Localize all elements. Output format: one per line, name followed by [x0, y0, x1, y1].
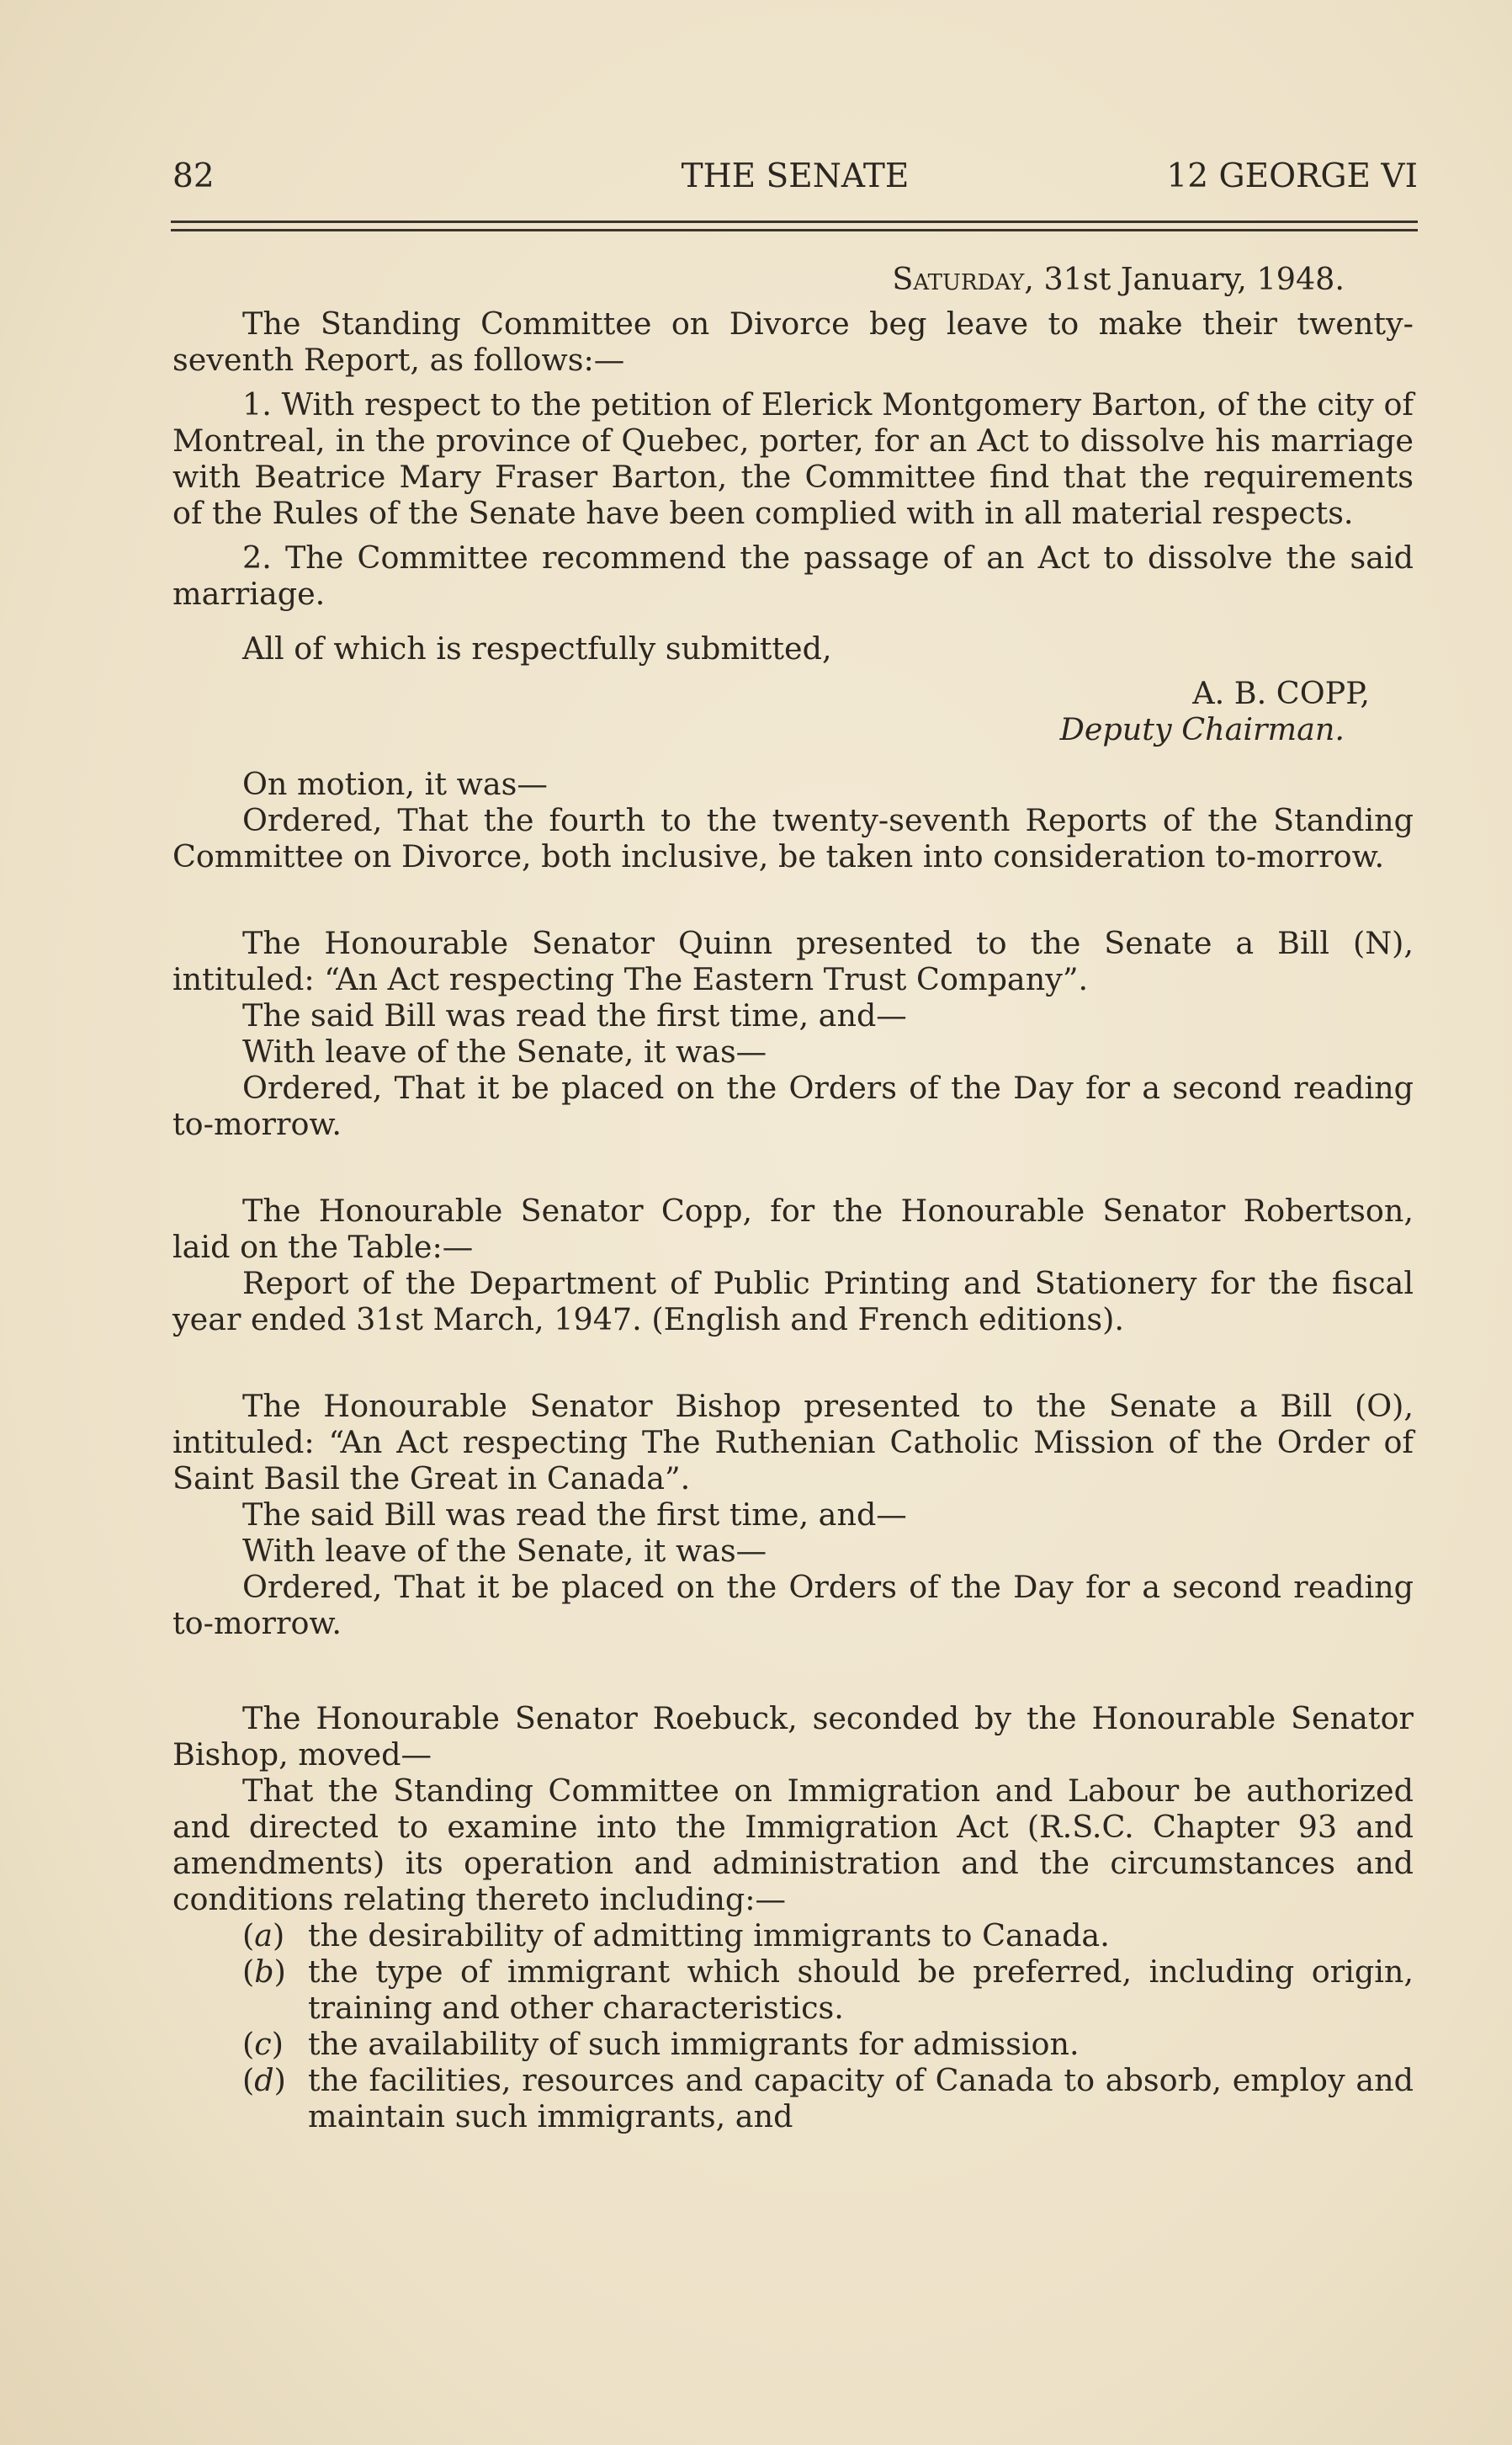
bill-o-order: Ordered, That it be placed on the Orders of the Day for a second reading to-morrow.: [172, 1569, 1414, 1641]
order-paragraph: Ordered, That the fourth to the twenty-seventh Reports of the Standing Committee on Divorce, both inclusive, be taken into consideration to-morrow.: [172, 802, 1414, 874]
date-weekday: Saturday,: [892, 261, 1034, 297]
signatory-title: Deputy Chairman.: [1059, 711, 1345, 747]
item-text: the availability of such immigrants for admission.: [308, 2026, 1080, 2062]
table-report-title: Report of the Department of Public Printing and Stationery for the fiscal year ended 31st March, 1947. (English and French editions).: [172, 1265, 1414, 1337]
page-title: THE SENATE: [681, 157, 910, 195]
page-header: [172, 156, 1418, 198]
submitted-line: All of which is respectfully submitted,: [242, 630, 832, 667]
page-number: 82: [172, 157, 215, 195]
entry-date: [172, 261, 1414, 297]
item-marker: (a): [242, 1917, 285, 1953]
report-paragraph-2: 2. The Committee recommend the passage of an Act to dissolve the said marriage.: [172, 539, 1414, 612]
report-paragraph-1: 1. With respect to the petition of Elerick Montgomery Barton, of the city of Montreal, in the province of Quebec, porter, for an Act to dissolve his marriage with Beatrice Mary Fraser Barton, the Committee find that the requirements of the Rules of the Senate have been complied with in all material respects.: [172, 386, 1414, 531]
motion-item-a: [172, 1917, 1414, 1953]
bill-n-leave: With leave of the Senate, it was—: [242, 1034, 767, 1070]
header-rule-top: [171, 221, 1418, 223]
motion-item-d: [172, 2062, 1414, 2134]
signatory-name: A. B. COPP,: [1192, 675, 1370, 711]
bill-n-order: Ordered, That it be placed on the Orders of the Day for a second reading to-morrow.: [172, 1070, 1414, 1142]
item-marker: (b): [242, 1953, 286, 1990]
table-report-intro: The Honourable Senator Copp, for the Honourable Senator Robertson, laid on the Table:—: [172, 1193, 1414, 1265]
report-intro: The Standing Committee on Divorce beg leave to make their twenty-seventh Report, as follows:—: [172, 306, 1414, 378]
item-marker: (c): [242, 2026, 284, 2062]
item-text: the type of immigrant which should be preferred, including origin, training and other characteristics.: [308, 1953, 1414, 2026]
motion-text: That the Standing Committee on Immigration and Labour be authorized and directed to examine into the Immigration Act (R.S.C. Chapter 93 and amendments) its operation and administration and the circumstances and conditions relating thereto including:—: [172, 1773, 1414, 1917]
motion-intro: The Honourable Senator Roebuck, seconded by the Honourable Senator Bishop, moved—: [172, 1700, 1414, 1773]
bill-o-presented: The Honourable Senator Bishop presented to the Senate a Bill (O), intituled: “An Act respecting The Ruthenian Catholic Mission of the Order of Saint Basil the Great in Canada”.: [172, 1388, 1414, 1496]
motion-item-b: [172, 1953, 1414, 2026]
motion-item-c: [172, 2026, 1414, 2062]
bill-n-first-reading: The said Bill was read the first time, and—: [242, 997, 907, 1034]
date-text: 31st January, 1948.: [1033, 261, 1345, 297]
item-text: the facilities, resources and capacity of Canada to absorb, employ and maintain such immigrants, and: [308, 2062, 1414, 2134]
bill-o-first-reading: The said Bill was read the first time, and—: [242, 1496, 907, 1533]
item-marker: (d): [242, 2062, 286, 2098]
regnal-year: 12 GEORGE VI: [1166, 157, 1418, 195]
header-rule-bottom: [171, 229, 1418, 231]
page-body: [172, 261, 1414, 2134]
bill-n-presented: The Honourable Senator Quinn presented to the Senate a Bill (N), intituled: “An Act respecting The Eastern Trust Company”.: [172, 925, 1414, 997]
bill-o-leave: With leave of the Senate, it was—: [242, 1533, 767, 1569]
motion-line: On motion, it was—: [242, 766, 548, 802]
item-text: the desirability of admitting immigrants to Canada.: [308, 1917, 1110, 1953]
